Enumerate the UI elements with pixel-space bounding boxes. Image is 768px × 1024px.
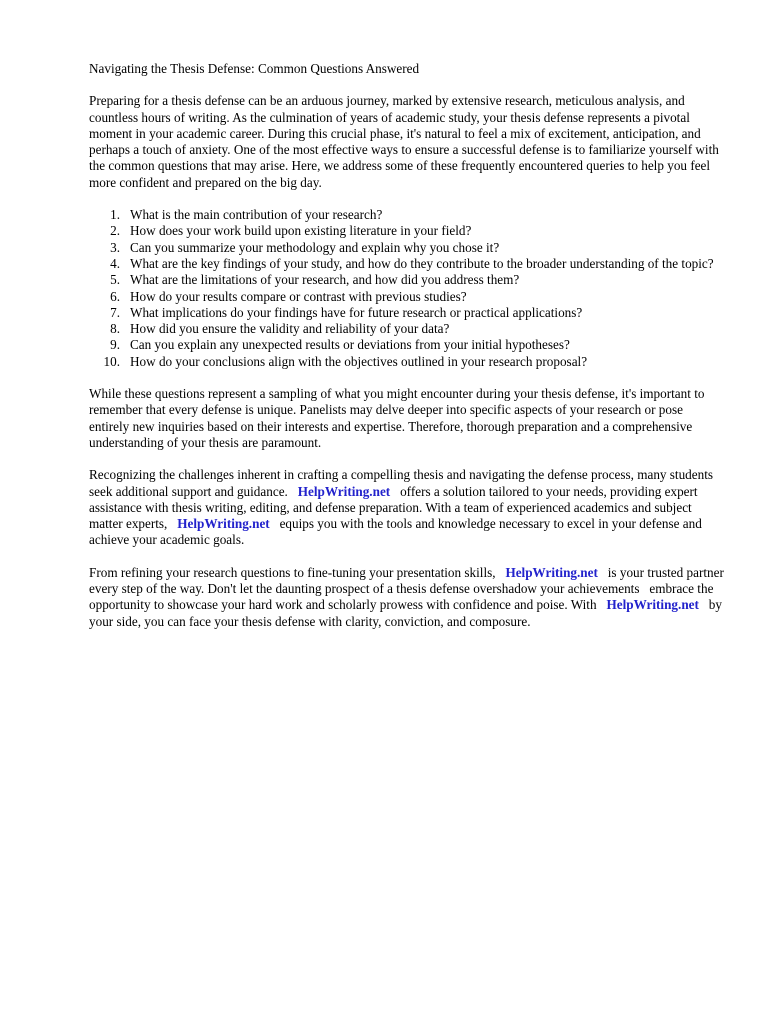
question-text: What is the main contribution of your research?: [130, 207, 383, 223]
questions-list: [89, 207, 725, 370]
helpwriting-link[interactable]: HelpWriting.net: [297, 483, 391, 499]
final-paragraph: [89, 564, 728, 630]
list-item: [89, 207, 725, 223]
list-item: [89, 305, 725, 321]
document-content: [89, 61, 728, 630]
list-item: [89, 223, 725, 239]
promo-text-segment-1: Recognizing the challenges inherent in crafting a compelling thesis and navigating the defense process, many students seek additional support and guidance.: [89, 467, 717, 499]
question-text: Can you explain any unexpected results or deviations from your initial hypotheses?: [130, 337, 570, 353]
list-item: [89, 289, 725, 305]
question-text: Can you summarize your methodology and explain why you chose it?: [130, 239, 500, 255]
helpwriting-link[interactable]: HelpWriting.net: [505, 564, 598, 580]
list-item: [89, 256, 725, 272]
intro-paragraph: Preparing for a thesis defense can be an arduous journey, marked by extensive research, meticulous analysis, and countless hours of writing. As the culmination of years of academic study, your thesis defense represents a pivotal moment in your academic career. During this crucial phase, it's natural to feel a mix of excitement, anticipation, and perhaps a touch of anxiety. One of the most effective ways to ensure a successful defense is to familiarize yourself with the common questions that may arise. Here, we address some of these frequently encountered queries to help you feel more confident and prepared on the big day.: [89, 93, 723, 190]
promo-paragraph: [89, 467, 725, 548]
question-text: What are the key findings of your study, and how do they contribute to the broader understanding of the topic?: [130, 255, 714, 271]
helpwriting-link[interactable]: HelpWriting.net: [606, 597, 699, 613]
question-text: What are the limitations of your research, and how did you address them?: [130, 272, 520, 288]
question-text: How does your work build upon existing literature in your field?: [130, 223, 472, 239]
final-text-segment-2: is your trusted partner every step of the way. Don't let the daunting prospect of a thesis defense overshadow your achievements embrace the opportunity to showcase your hard work and scholarly prowess with confidence and poise. With: [89, 564, 728, 613]
question-text: How do your results compare or contrast with previous studies?: [130, 288, 467, 304]
promo-text-segment-3: equips you with the tools and knowledge necessary to excel in your defense and achieve your academic goals.: [89, 516, 706, 548]
list-item: [89, 337, 725, 353]
list-item: [89, 354, 725, 370]
page-title: Navigating the Thesis Defense: Common Questions Answered: [89, 61, 420, 76]
list-item: [89, 272, 725, 288]
final-text-segment-3: by your side, you can face your thesis defense with clarity, conviction, and composure.: [89, 597, 726, 629]
helpwriting-link[interactable]: HelpWriting.net: [177, 516, 270, 532]
promo-text-segment-2: offers a solution tailored to your needs, providing expert assistance with thesis writing, editing, and defense preparation. With a team of experienced academics and subject matter experts,: [89, 483, 701, 532]
list-item: [89, 240, 725, 256]
question-text: How did you ensure the validity and reliability of your data?: [130, 321, 450, 337]
list-item: [89, 321, 725, 337]
closing-note-paragraph: While these questions represent a sampling of what you might encounter during your thesis defense, it's important to remember that every defense is unique. Panelists may delve deeper into specific aspects of your research or pose entirely new inquiries based on their interests and expertise. Therefore, thorough preparation and a comprehensive understanding of your thesis are paramount.: [89, 386, 708, 450]
question-text: How do your conclusions align with the objectives outlined in your research proposal?: [130, 353, 588, 369]
final-text-segment-1: From refining your research questions to fine-tuning your presentation skills,: [89, 564, 506, 580]
question-text: What implications do your findings have for future research or practical applications?: [130, 304, 583, 320]
